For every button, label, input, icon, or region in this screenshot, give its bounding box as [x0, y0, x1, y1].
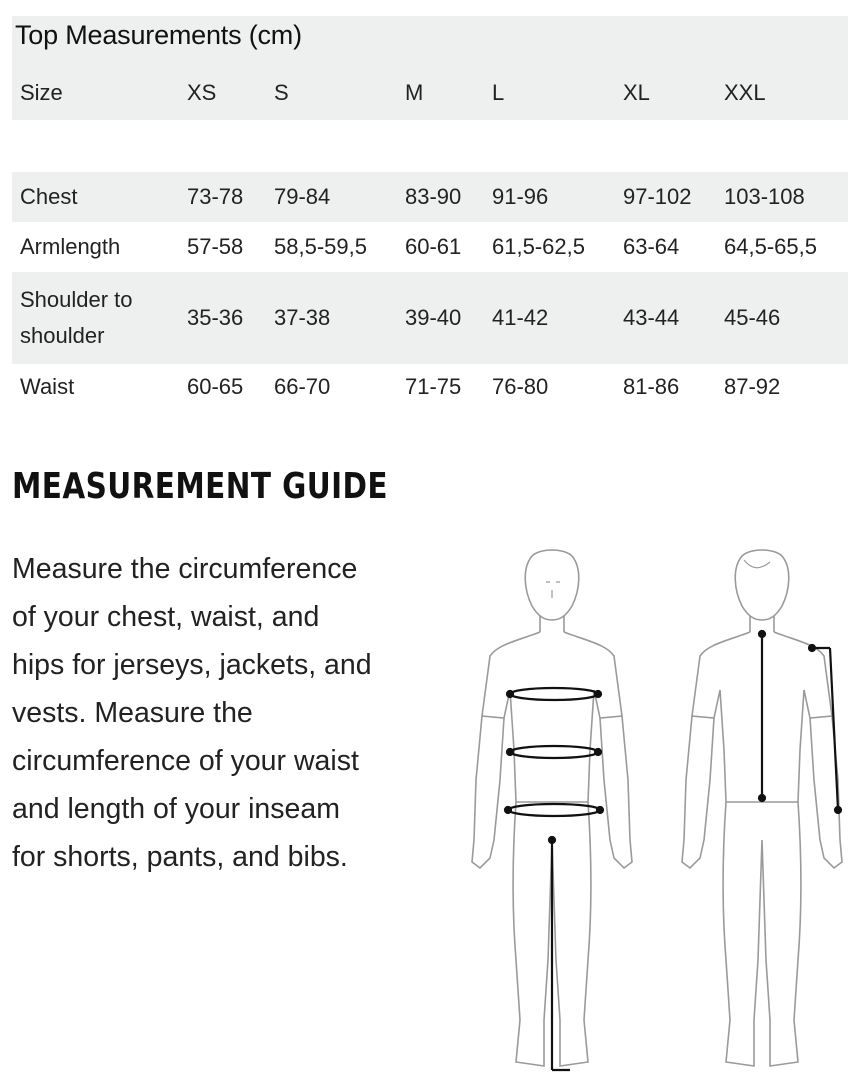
table-cell: 37-38 — [274, 305, 331, 330]
table-title: Top Measurements (cm) — [12, 16, 848, 66]
table-cell: 71-75 — [405, 374, 462, 399]
table-cell: 61,5-62,5 — [492, 234, 585, 259]
table-cell: 60-65 — [187, 374, 244, 399]
back-measure-markers — [759, 631, 841, 813]
size-header-row — [12, 66, 848, 120]
guide-line: vests. Measure the — [12, 697, 253, 729]
row-label: Armlength — [20, 234, 121, 259]
table-row-armlength — [12, 222, 848, 272]
table-cell: 79-84 — [274, 184, 331, 209]
table-cell: 66-70 — [274, 374, 331, 399]
row-label: Shoulder to shoulder — [20, 287, 133, 348]
table-row-waist — [12, 364, 848, 410]
row-label: Chest — [20, 184, 78, 209]
table-cell: 45-46 — [724, 305, 781, 330]
size-header-label: Size — [20, 80, 63, 105]
table-cell: 76-80 — [492, 374, 549, 399]
table-cell: 64,5-65,5 — [724, 234, 817, 259]
table-cell: 91-96 — [492, 184, 549, 209]
table-cell: 103-108 — [724, 184, 805, 209]
guide-text — [12, 545, 412, 881]
table-cell: 83-90 — [405, 184, 462, 209]
body-measurement-illustration — [460, 540, 860, 1075]
guide-line: Measure the circumference — [12, 553, 358, 585]
guide-line: circumference of your waist — [12, 745, 359, 777]
guide-line: hips for jerseys, jackets, and — [12, 649, 372, 681]
table-cell: 73-78 — [187, 184, 244, 209]
table-row-chest — [12, 172, 848, 222]
back-body-figure — [682, 550, 842, 1066]
guide-line: and length of your inseam — [12, 793, 340, 825]
table-cell: 97-102 — [623, 184, 692, 209]
size-xxl: XXL — [724, 80, 766, 105]
table-cell: 39-40 — [405, 305, 462, 330]
size-xl: XL — [623, 80, 650, 105]
table-cell: 87-92 — [724, 374, 781, 399]
size-m: M — [405, 80, 424, 105]
table-cell: 81-86 — [623, 374, 680, 399]
guide-line: for shorts, pants, and bibs. — [12, 841, 348, 873]
table-cell: 35-36 — [187, 305, 244, 330]
guide-line: of your chest, waist, and — [12, 601, 320, 633]
guide-title: MEASUREMENT GUIDE — [12, 466, 389, 507]
size-l: L — [492, 80, 505, 105]
size-xs: XS — [187, 80, 217, 105]
table-cell: 60-61 — [405, 234, 462, 259]
row-label: Waist — [20, 374, 75, 399]
size-s: S — [274, 80, 289, 105]
table-row-shoulder — [12, 272, 848, 364]
table-cell: 43-44 — [623, 305, 680, 330]
table-cell: 58,5-59,5 — [274, 234, 367, 259]
table-cell: 57-58 — [187, 234, 244, 259]
table-cell: 63-64 — [623, 234, 680, 259]
table-cell: 41-42 — [492, 305, 549, 330]
